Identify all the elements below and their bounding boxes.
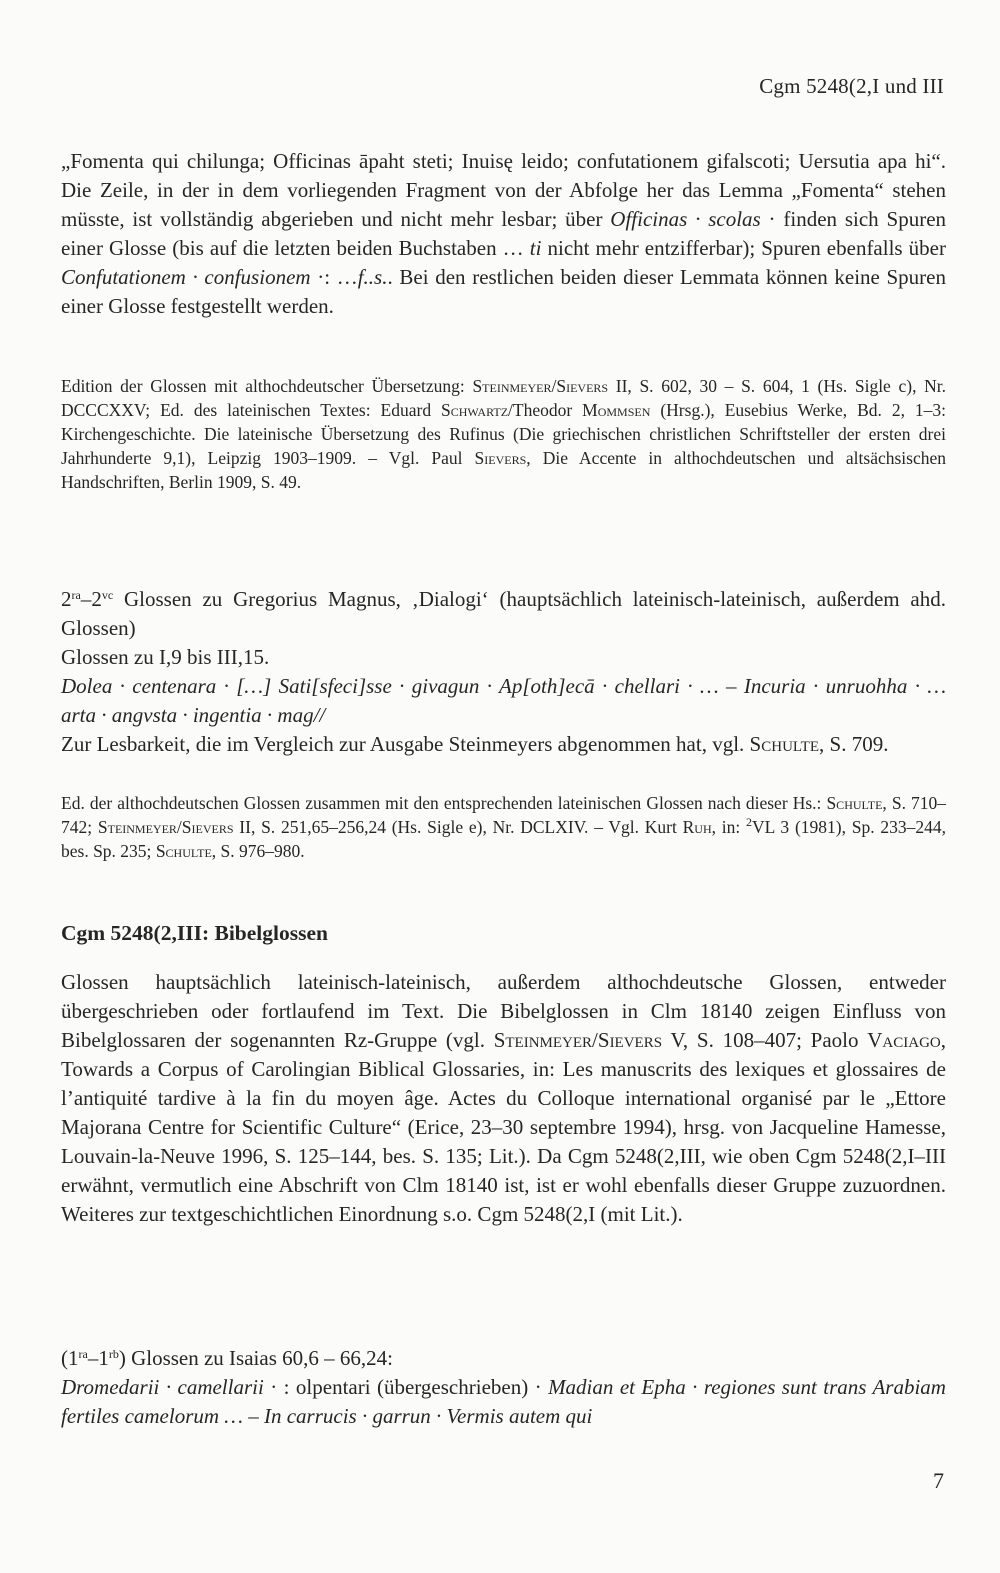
text-run: Zur Lesbarkeit, die im Vergleich zur Ausgabe Steinmeyers abgenommen hat, vgl.	[61, 732, 750, 756]
author-smallcaps: Mommsen	[582, 400, 651, 420]
author-smallcaps: Steinmeyer/Sievers	[472, 376, 609, 396]
superscript: 2	[746, 815, 752, 829]
text-run: –1	[87, 1346, 109, 1370]
paragraph-fragment-description	[61, 147, 946, 321]
text-run: II, S. 602, 30 – S. 604, 1 (Hs. Sigle c), Nr. DCCCXXV; Ed. des lateinischen Textes: Eduard	[61, 376, 946, 420]
text-run: Glossen zu Gregorius Magnus, ‚Dialogi‘ (hauptsächlich lateinisch-lateinisch, außerdem ahd. Glossen)	[61, 587, 946, 640]
text-run: Edition der Glossen mit althochdeutscher Übersetzung:	[61, 376, 473, 396]
author-smallcaps: Schwartz	[441, 400, 509, 420]
text-run: , Die Accente in althochdeutschen und altsächsischen Handschriften, Berlin 1909, S. 49.	[61, 448, 946, 492]
text-run: , S. 710–742;	[61, 793, 947, 837]
superscript: vc	[101, 588, 114, 602]
text-run: V, S. 108–407; Paolo	[662, 1028, 868, 1052]
text-run: „Fomenta qui chilunga; Officinas āpaht steti; Inuisę leido; confutationem gifalscoti; Uersutia apa hi“. Die Zeile, in der in dem vorliegenden Fragment von der Abfolge her das Lemma „Fomenta“ stehen müsste, ist vollständig abgerieben und nicht mehr lesbar; über	[61, 149, 946, 231]
paragraph-isaias-glosses	[61, 1344, 946, 1431]
note-edition-ahd	[61, 791, 946, 863]
text-run: . Bei den restlichen beiden dieser Lemmata können keine Spuren einer Glosse festgestellt werden.	[61, 265, 946, 318]
text-run: nicht mehr entzifferbar); Spuren ebenfalls über	[541, 236, 946, 260]
text-run: II, S. 251,65–256,24 (Hs. Sigle e), Nr. DCLXIV. – Vgl. Kurt	[233, 817, 683, 837]
author-smallcaps: Sievers	[474, 448, 527, 468]
section-heading: Cgm 5248(2,III: Bibelglossen	[61, 921, 328, 945]
text-run: , Towards a Corpus of Carolingian Biblical Glossaries, in: Les manuscrits des lexiques et glossaires de l’antiquité tardive à la fin du moyen âge. Actes du Colloque international organisé par le „Ettore Majorana Centre for Scientific Culture“ (Erice, 23–30 septembre 1994), hrsg. von Jacqueline Hamesse, Louvain-la-Neuve 1996, S. 125–144, bes. S. 135; Lit.). Da Cgm 5248(2,III, wie oben Cgm 5248(2,I–III erwähnt, vermutlich eine Abschrift von Clm 18140 ist, ist er wohl ebenfalls dieser Gruppe zuzuordnen. Weiteres zur textgeschichtlichen Einordnung s.o. Cgm 5248(2,I (mit Lit.).	[61, 1028, 946, 1226]
superscript: ra	[71, 588, 81, 602]
folio-ref: 2	[61, 587, 72, 611]
text-run: ·: …	[310, 265, 358, 289]
folio-ref: (1	[61, 1346, 79, 1370]
author-smallcaps: Vaciago	[867, 1028, 941, 1052]
superscript: ra	[78, 1347, 88, 1361]
lemma-italic: Confutationem · confusionem	[61, 265, 311, 289]
author-smallcaps: Schulte	[155, 841, 212, 861]
paragraph-gregorius-glosses	[61, 585, 946, 759]
lemma-italic: Dromedarii · camellarii	[61, 1375, 264, 1399]
note-edition-gloss	[61, 374, 946, 494]
lemma-italic: f..s.	[357, 265, 388, 289]
text-run: –2	[80, 587, 102, 611]
paragraph-bible-glosses	[61, 968, 946, 1229]
text-run: VL 3 (1981), Sp. 233–244, bes. Sp. 235;	[61, 817, 946, 861]
running-head: Cgm 5248(2,I und III	[759, 74, 944, 98]
text-run: Glossen hauptsächlich lateinisch-lateinisch, außerdem althochdeutsche Glossen, entweder übergeschrieben oder fortlaufend im Text. Die Bibelglossen in Clm 18140 zeigen Einfluss von Bibelglossaren der sogenannten Rz-Gruppe (vgl.	[61, 970, 946, 1052]
text-run: , S. 709.	[819, 732, 889, 756]
text-run: · : olpentari (übergeschrieben) ·	[263, 1375, 549, 1399]
text-run: /Theodor	[508, 400, 583, 420]
page-number: 7	[933, 1468, 944, 1493]
text-run: (Hrsg.), Eusebius Werke, Bd. 2, 1–3: Kirchengeschichte. Die lateinische Übersetzung des Rufinus (Die griechischen christlichen Schriftsteller der ersten drei Jahrhunderte 9,1), Leipzig 1903–1909. – Vgl. Paul	[61, 400, 946, 468]
lemma-italic: Madian et Epha · regiones sunt trans Arabiam fertiles camelorum … – In carrucis · garrun · Vermis autem qui	[61, 1375, 946, 1428]
author-smallcaps: Ruh	[682, 817, 712, 837]
text-run: Glossen zu I,9 bis III,15.	[61, 645, 270, 669]
author-smallcaps: Schulte	[826, 793, 883, 813]
author-smallcaps: Schulte	[749, 732, 820, 756]
lemma-italic: Officinas · scolas	[610, 207, 761, 231]
superscript: rb	[108, 1347, 119, 1361]
text-run: ) Glossen zu Isaias 60,6 – 66,24:	[118, 1346, 393, 1370]
gloss-examples-italic: Dolea · centenara · […] Sati[sfeci]sse · givagun · Ap[oth]ecā · chellari · … – Incuria · unruohha · … arta · angvsta · ingentia · mag//	[61, 674, 946, 727]
author-smallcaps: Steinmeyer/Sievers	[97, 817, 234, 837]
text-run: , in:	[711, 817, 746, 837]
text-run: Ed. der althochdeutschen Glossen zusammen mit den entsprechenden lateinischen Glossen nach dieser Hs.:	[61, 793, 827, 813]
text-run: · finden sich Spuren einer Glosse (bis auf die letzten beiden Buchstaben …	[61, 207, 947, 260]
author-smallcaps: Steinmeyer/Sievers	[493, 1028, 663, 1052]
text-run: , S. 976–980.	[211, 841, 305, 861]
lemma-italic: ti	[529, 236, 542, 260]
